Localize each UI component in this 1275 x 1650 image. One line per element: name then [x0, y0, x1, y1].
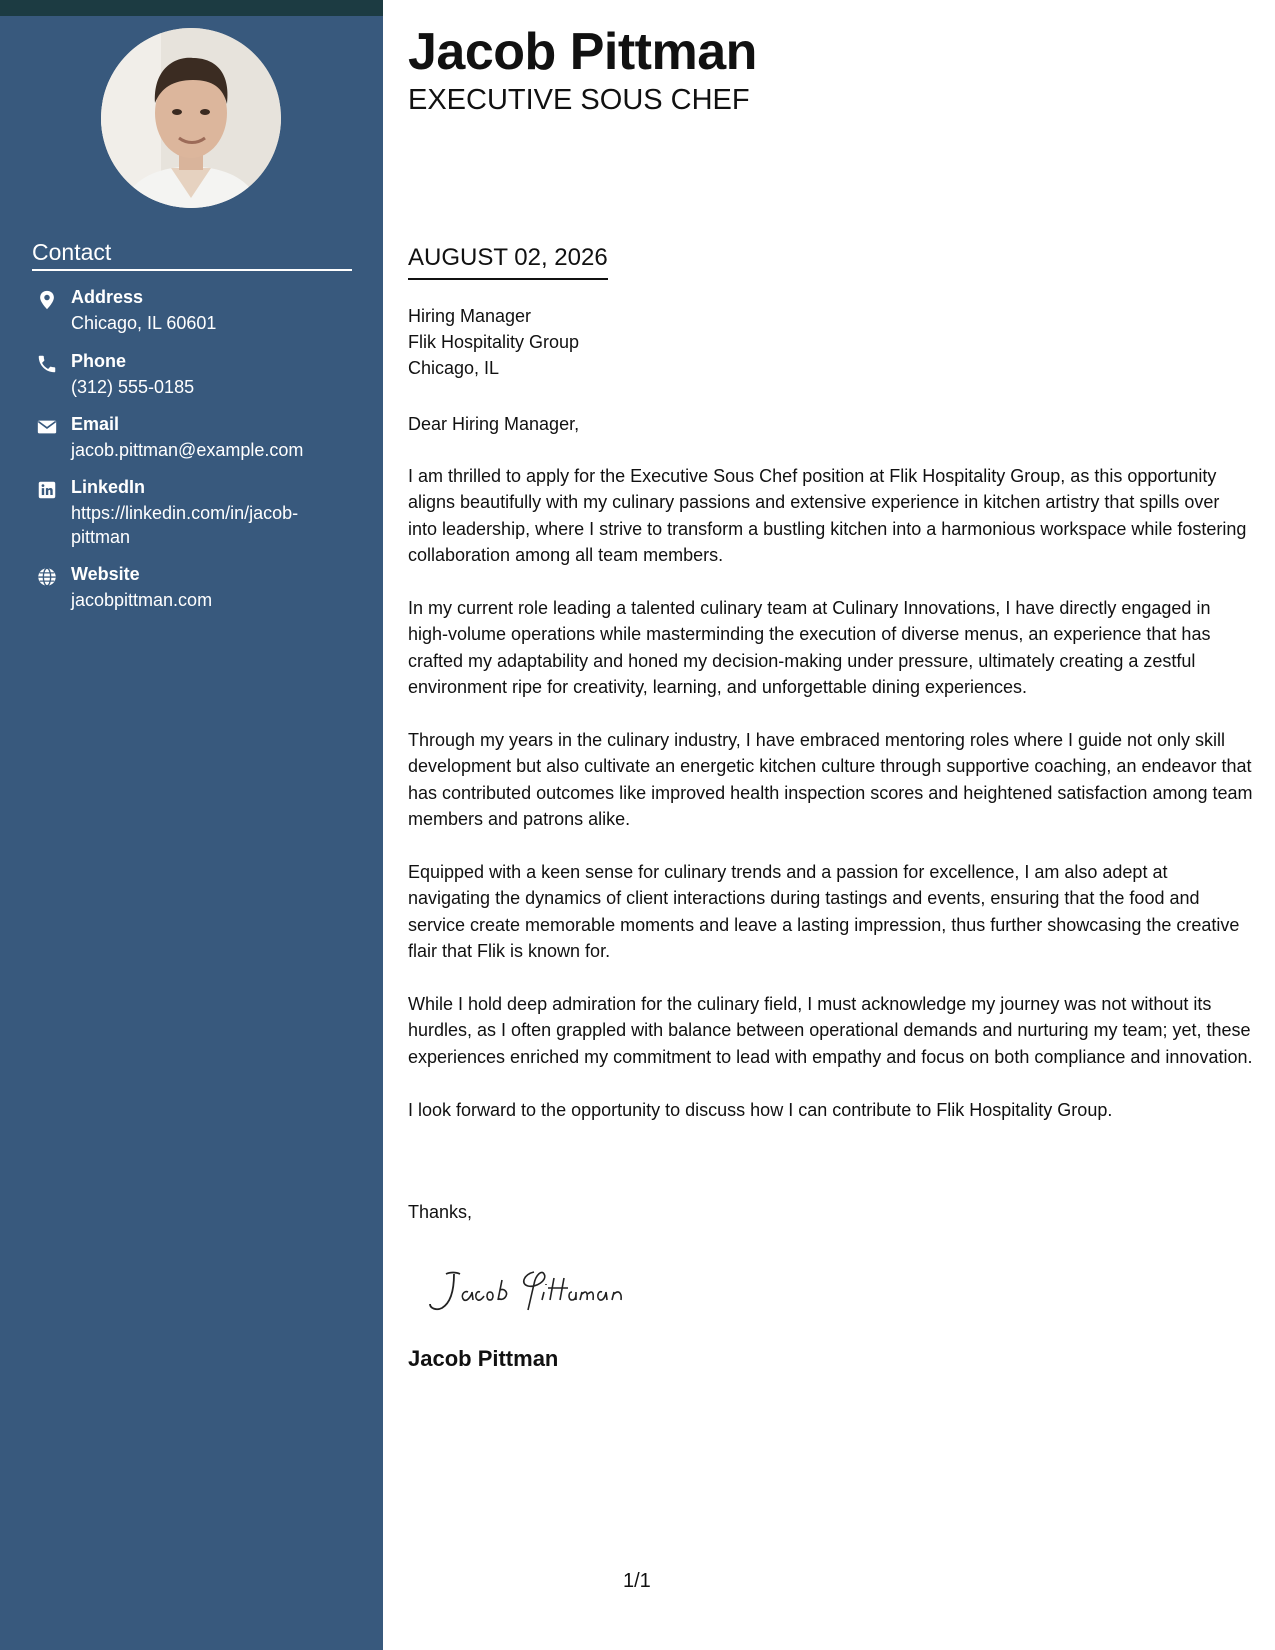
body-paragraph: I look forward to the opportunity to discuss how I can contribute to Flik Hospitality Group. — [408, 1099, 1113, 1120]
contact-value[interactable]: jacobpittman.com — [71, 590, 213, 610]
contact-label: Email — [71, 414, 120, 434]
applicant-role: EXECUTIVE SOUS CHEF — [408, 84, 750, 116]
signature-image — [416, 1262, 676, 1322]
contact-label: Address — [71, 287, 144, 307]
salutation: Dear Hiring Manager, — [408, 414, 580, 434]
map-pin-icon — [36, 289, 58, 311]
letter-date: AUGUST 02, 2026 — [408, 244, 608, 280]
globe-icon — [36, 566, 58, 588]
sign-off: Thanks, — [408, 1202, 473, 1222]
sidebar-top-bar — [0, 0, 383, 16]
recipient-line: Hiring Manager — [408, 306, 532, 326]
letter-body — [408, 463, 1253, 1149]
applicant-name: Jacob Pittman — [408, 23, 757, 81]
contact-label: LinkedIn — [71, 477, 146, 497]
contact-value: (312) 555-0185 — [71, 377, 195, 397]
contact-value: jacob.pittman@example.com — [71, 440, 304, 460]
avatar — [101, 28, 281, 208]
recipient-block — [408, 303, 579, 381]
page-number: 1/1 — [623, 1570, 651, 1592]
contact-value[interactable]: https://linkedin.com/in/jacob-pittman — [71, 503, 299, 547]
signer-name: Jacob Pittman — [408, 1346, 559, 1371]
contact-label: Phone — [71, 351, 127, 371]
phone-icon — [36, 353, 58, 375]
contact-label: Website — [71, 564, 140, 584]
body-paragraph: Through my years in the culinary industry, I have embraced mentoring roles where I guide not only skill development but also cultivate an energetic kitchen culture through supportive coaching, an endeavor that has contributed outcomes like improved health inspection scores and heightened satisfaction among team members and patrons alike. — [408, 730, 1253, 830]
body-paragraph: Equipped with a keen sense for culinary trends and a passion for excellence, I am also adept at navigating the dynamics of client interactions during tastings and events, ensuring that the food and service create memorable moments and leave a lasting impression, thus further showcasing the creative flair that Flik is known for. — [408, 862, 1240, 962]
recipient-line: Chicago, IL — [408, 358, 500, 378]
body-paragraph: In my current role leading a talented culinary team at Culinary Innovations, I have directly engaged in high-volume operations while masterminding the execution of diverse menus, an experience that has crafted my adaptability and honed my decision-making under pressure, ultimately creating a zestful environment ripe for creativity, learning, and unforgettable dining experiences. — [408, 598, 1211, 698]
envelope-icon — [36, 416, 58, 438]
contact-heading: Contact — [32, 239, 352, 271]
body-paragraph: While I hold deep admiration for the culinary field, I must acknowledge my journey was not without its hurdles, as I often grappled with balance between operational demands and nurturing my team; yet, these experiences enriched my commitment to lead with empathy and focus on both compliance and innovation. — [408, 994, 1253, 1067]
sidebar — [0, 0, 383, 1650]
linkedin-icon — [36, 479, 58, 501]
body-paragraph: I am thrilled to apply for the Executive Sous Chef position at Flik Hospitality Group, as this opportunity aligns beautifully with my culinary passions and extensive experience in kitchen artistry that spills over into leadership, where I strive to transform a bustling kitchen into a harmonious workspace while fostering collaboration among all team members. — [408, 466, 1247, 566]
contact-value: Chicago, IL 60601 — [71, 313, 217, 333]
recipient-line: Flik Hospitality Group — [408, 332, 580, 352]
